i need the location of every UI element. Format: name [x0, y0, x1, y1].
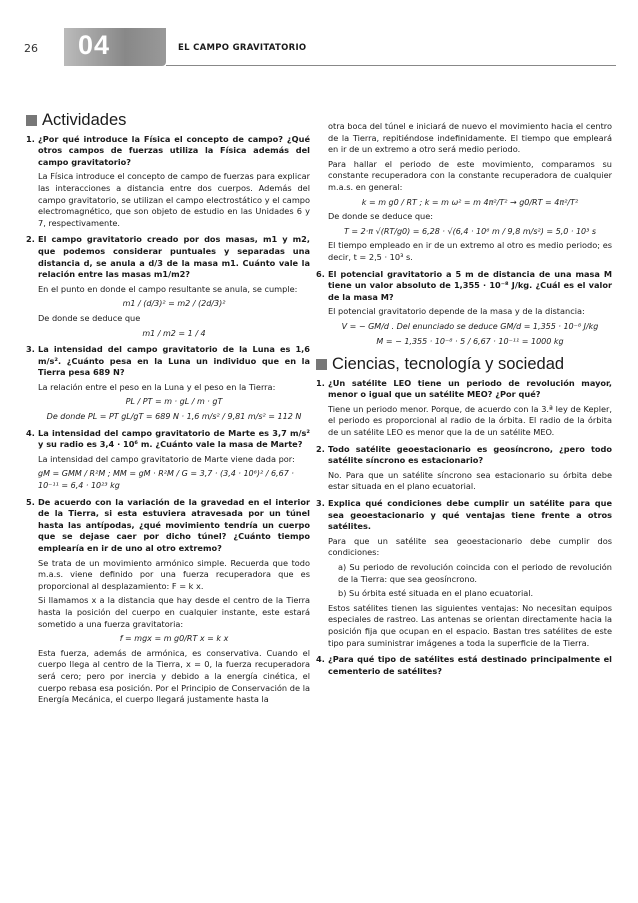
section-ciencias: [316, 355, 612, 374]
cts-question-3: [316, 498, 612, 533]
equation-2a: m1 / (d/3)² = m2 / (2d/3)²: [122, 299, 226, 309]
cts-answer-1: Tiene un periodo menor. Porque, de acuerdo con la 3.ª ley de Kepler, el periodo es proporcional al radio de la órbita. El radio de la órbita de un satélite LEO es menor que la de un satélite MEO.: [328, 403, 612, 438]
cts-answer-3b: Estos satélites tienen las siguientes ventajas: No necesitan equipos especiales de rastreo. Las antenas se orientan directamente hacia la posición fija que ocupan en el espacio. Bastan tres satélites de este tipo para suministrar imágenes a toda la superficie de la Tierra.: [328, 602, 612, 648]
equation-4: gM = GMM / R²M ; MM = gM · R²M / G = 3,7 · (3,4 · 10⁶)² / 6,67 · 10⁻¹¹ = 6,4 · 10²³ kg: [38, 469, 294, 491]
chapter-number: 04: [78, 30, 111, 60]
question-text: La intensidad del campo gravitatorio de la Luna es 1,6 m/s². ¿Cuánto pesa en la Luna un individuo que en la Tierra pesa 689 N?: [38, 344, 310, 378]
answer-5g: El tiempo empleado en ir de un extremo al otro es medio periodo; es decir, t = 2,5 · 10³ s.: [328, 240, 612, 262]
answer-2a: En el punto en donde el campo resultante se anula, se cumple:: [38, 283, 298, 294]
cts-question-4: [316, 654, 612, 677]
chapter-badge: [64, 28, 166, 66]
equation-3a: PL / PT = m · gL / m · gT: [125, 397, 223, 407]
answer-5d: otra boca del túnel e iniciará de nuevo el movimiento hacia el centro de la Tierra, repitiéndose indefinidamente. El tiempo que empleará en ir de un extremo a otro será medio periodo.: [328, 121, 612, 155]
answer-5b: Si llamamos x a la distancia que hay desde el centro de la Tierra hasta la posición del cuerpo en cualquier instante, este estará sometido a una fuerza gravitatoria:: [38, 595, 310, 629]
header-rule: [166, 65, 616, 66]
question-2: [26, 234, 310, 280]
question-5: [26, 497, 310, 555]
question-number: 3.: [316, 498, 325, 509]
question-number: 4.: [316, 654, 325, 665]
question-text: ¿Para qué tipo de satélites está destinado principalmente el cementerio de satélites?: [328, 654, 612, 676]
cts-question-1: [316, 378, 612, 401]
question-text: Explica qué condiciones debe cumplir un satélite para que sea geoestacionario y qué ventajas tiene frente a otros satélites.: [328, 498, 612, 532]
cts-answer-2: No. Para que un satélite síncrono sea estacionario su órbita debe estar situada en el plano ecuatorial.: [328, 469, 612, 492]
equation-6a: V = − GM/d . Del enunciado se deduce GM/d = 1,355 · 10⁻⁸ J/kg: [341, 321, 599, 331]
question-1: [26, 134, 310, 169]
question-number: 3.: [26, 344, 35, 355]
cts-answer-3-item-a: a) Su periodo de revolución coincida con el periodo de revolución de la Tierra: que sea geosíncrono.: [338, 562, 612, 584]
section-actividades: [26, 111, 310, 129]
section-title: Actividades: [42, 111, 127, 129]
answer-5f: De donde se deduce que:: [328, 211, 434, 222]
question-number: 5.: [26, 496, 35, 507]
answer-5a: Se trata de un movimiento armónico simple. Recuerda que todo m.a.s. viene definido por una fuerza recuperadora que es proporcional al desplazamiento: F = k x.: [38, 557, 310, 591]
question-text: De acuerdo con la variación de la gravedad en el interior de la Tierra, si esta estuviera atravesada por un túnel hasta las antípodas, ¿qué movimiento tendría un cuerpo que se dejase caer por dicho túnel? ¿Cuánto tiempo emplearía en ir de uno al otro extremo?: [38, 496, 310, 553]
section-square-icon: [26, 115, 37, 126]
question-text: ¿Por qué introduce la Física el concepto de campo? ¿Qué otros campos de fuerzas utiliza la Física además del campo gravitatorio?: [38, 133, 310, 167]
right-column: [316, 118, 612, 677]
chapter-title: EL CAMPO GRAVITATORIO: [178, 43, 307, 53]
question-number: 2.: [316, 443, 325, 454]
left-column: [26, 111, 310, 706]
answer-6: El potencial gravitatorio depende de la masa y de la distancia:: [328, 306, 585, 317]
question-text: La intensidad del campo gravitatorio de Marte es 3,7 m/s² y su radio es 3,4 · 10⁶ m. ¿Cuánto vale la masa de Marte?: [38, 427, 310, 450]
answer-1: La Física introduce el concepto de campo de fuerzas para explicar las interacciones a distancia entre dos cuerpos. Además del campo gravitatorio, se utilizan el campo electrostático y el campo electromagnético, que son objeto de estudio en las Unidades 6 y 7, respectivamente.: [38, 171, 310, 228]
question-text: Todo satélite geoestacionario es geosíncrono, ¿pero todo satélite síncrono es estacionario?: [328, 443, 612, 466]
section-title: Ciencias, tecnología y sociedad: [332, 355, 565, 374]
equation-5: f = mgx = m g0/RT x = k x: [119, 634, 229, 644]
question-number: 1.: [316, 377, 325, 388]
equation-2b: m1 / m2 = 1 / 4: [142, 328, 206, 338]
question-text: El campo gravitatorio creado por dos masas, m1 y m2, que podemos considerar puntuales y separadas una distancia d, se anula a d/3 de la masa m1. Cuánto vale la relación entre las masas m1/m2?: [38, 234, 310, 280]
answer-3: La relación entre el peso en la Luna y el peso en la Tierra:: [38, 381, 276, 392]
answer-4: La intensidad del campo gravitatorio de Marte viene dada por:: [38, 453, 295, 464]
question-number: 6.: [316, 268, 325, 279]
page-number: 26: [24, 42, 38, 55]
question-number: 4.: [26, 427, 35, 438]
cts-answer-3-item-b: b) Su órbita esté situada en el plano ecuatorial.: [338, 588, 534, 599]
question-number: 1.: [26, 133, 35, 144]
cts-answer-3a: Para que un satélite sea geoestacionario debe cumplir dos condiciones:: [328, 535, 612, 558]
cts-question-2: [316, 444, 612, 467]
equation-k: k = m g0 / RT ; k = m ω² = m 4π²/T² → g0/RT = 4π²/T²: [361, 197, 579, 207]
question-number: 2.: [26, 234, 35, 245]
question-text: ¿Un satélite LEO tiene un periodo de revolución mayor, menor o igual que un satélite MEO? ¿Por qué?: [328, 377, 612, 400]
page-header: [0, 28, 638, 68]
question-4: [26, 428, 310, 451]
equation-3b: De donde PL = PT gL/gT = 689 N · 1,6 m/s² / 9,81 m/s² = 112 N: [46, 412, 302, 422]
question-3: [26, 344, 310, 379]
equation-T: T = 2·π √(RT/g0) = 6,28 · √(6,4 · 10⁶ m / 9,8 m/s²) = 5,0 · 10³ s: [343, 226, 597, 236]
question-text: El potencial gravitatorio a 5 m de distancia de una masa M tiene un valor absoluto de 1,355 · 10⁻⁸ J/kg. ¿Cuál es el valor de la masa M?: [328, 268, 612, 302]
answer-5e: Para hallar el periodo de este movimiento, comparamos su constante recuperadora con la constante recuperadora de cualquier m.a.s. en general:: [328, 158, 612, 192]
answer-5c: Esta fuerza, además de armónica, es conservativa. Cuando el cuerpo llega al centro de la Tierra, x = 0, la fuerza recuperadora será cero; pero por inercia y debido a la energía cinética, el cuerpo rebasa esa posición. Por el Principio de Conservación de la Energía Mecánica, el cuerpo llegará justamente hasta la: [38, 647, 310, 705]
section-square-icon: [316, 359, 327, 370]
answer-2b: De donde se deduce que: [38, 312, 141, 323]
question-6: [316, 269, 612, 304]
equation-6b: M = − 1,355 · 10⁻⁸ · 5 / 6,67 · 10⁻¹¹ = 1000 kg: [376, 336, 564, 346]
